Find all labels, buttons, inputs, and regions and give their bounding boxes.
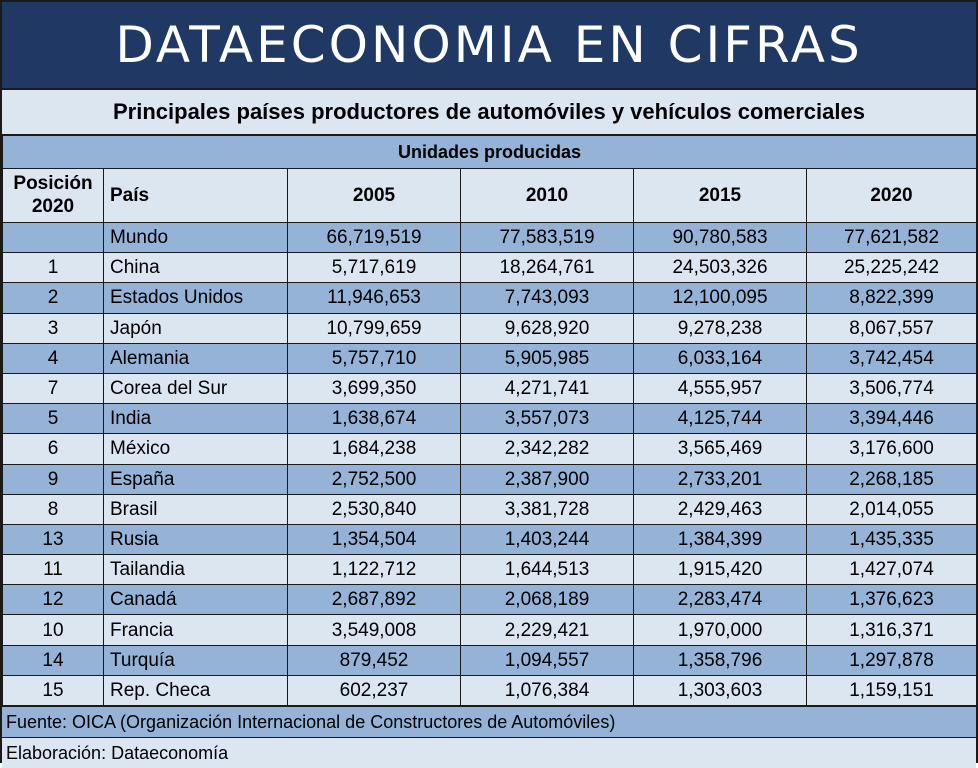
cell-value: 1,970,000 [634, 615, 807, 645]
cell-value: 2,530,840 [288, 494, 461, 524]
cell-value: 2,014,055 [807, 494, 977, 524]
cell-value: 2,068,189 [461, 585, 634, 615]
units-label: Unidades producidas [3, 136, 977, 169]
cell-value: 3,506,774 [807, 373, 977, 403]
cell-value: 1,094,557 [461, 645, 634, 675]
cell-country: Mundo [104, 223, 288, 253]
header-year: 2015 [634, 169, 807, 223]
cell-value: 2,229,421 [461, 615, 634, 645]
cell-value: 3,549,008 [288, 615, 461, 645]
cell-value: 66,719,519 [288, 223, 461, 253]
cell-value: 5,905,985 [461, 343, 634, 373]
cell-position: 15 [3, 675, 104, 705]
cell-value: 18,264,761 [461, 253, 634, 283]
header-year: 2020 [807, 169, 977, 223]
cell-country: Brasil [104, 494, 288, 524]
cell-value: 4,271,741 [461, 373, 634, 403]
cell-country: Corea del Sur [104, 373, 288, 403]
cell-value: 77,583,519 [461, 223, 634, 253]
table-row [3, 434, 977, 464]
cell-value: 1,427,074 [807, 555, 977, 585]
cell-value: 2,387,900 [461, 464, 634, 494]
cell-position: 1 [3, 253, 104, 283]
cell-country: Francia [104, 615, 288, 645]
table-row [3, 404, 977, 434]
cell-position [3, 223, 104, 253]
cell-value: 5,757,710 [288, 343, 461, 373]
table-row [3, 253, 977, 283]
header-row [3, 169, 977, 223]
cell-value: 24,503,326 [634, 253, 807, 283]
cell-position: 7 [3, 373, 104, 403]
source-note: Fuente: OICA (Organización Internacional de Constructores de Automóviles) [2, 706, 976, 737]
header-position-label: Posición 2020 [13, 172, 93, 217]
cell-country: Turquía [104, 645, 288, 675]
table-row [3, 343, 977, 373]
cell-position: 11 [3, 555, 104, 585]
cell-value: 1,354,504 [288, 524, 461, 554]
cell-value: 3,557,073 [461, 404, 634, 434]
cell-country: Alemania [104, 343, 288, 373]
cell-country: Rusia [104, 524, 288, 554]
cell-value: 3,176,600 [807, 434, 977, 464]
cell-value: 3,565,469 [634, 434, 807, 464]
cell-value: 2,342,282 [461, 434, 634, 464]
cell-value: 12,100,095 [634, 283, 807, 313]
table-row [3, 223, 977, 253]
table-row [3, 464, 977, 494]
cell-position: 6 [3, 434, 104, 464]
table-row [3, 373, 977, 403]
cell-value: 11,946,653 [288, 283, 461, 313]
cell-value: 3,394,446 [807, 404, 977, 434]
cell-country: México [104, 434, 288, 464]
cell-value: 6,033,164 [634, 343, 807, 373]
cell-position: 13 [3, 524, 104, 554]
cell-value: 7,743,093 [461, 283, 634, 313]
header-position [3, 169, 104, 223]
table-row [3, 494, 977, 524]
cell-position: 8 [3, 494, 104, 524]
cell-country: Canadá [104, 585, 288, 615]
cell-value: 1,159,151 [807, 675, 977, 705]
cell-position: 12 [3, 585, 104, 615]
table-row [3, 524, 977, 554]
table-row [3, 585, 977, 615]
cell-country: Tailandia [104, 555, 288, 585]
cell-value: 2,429,463 [634, 494, 807, 524]
banner-title: DATAECONOMIA EN CIFRAS [2, 2, 976, 90]
cell-value: 1,122,712 [288, 555, 461, 585]
cell-value: 1,684,238 [288, 434, 461, 464]
cell-position: 9 [3, 464, 104, 494]
cell-value: 2,283,474 [634, 585, 807, 615]
credit-note: Elaboración: Dataeconomía [2, 737, 976, 768]
cell-country: España [104, 464, 288, 494]
cell-value: 5,717,619 [288, 253, 461, 283]
table-row [3, 283, 977, 313]
cell-value: 3,699,350 [288, 373, 461, 403]
cell-position: 14 [3, 645, 104, 675]
cell-value: 9,628,920 [461, 313, 634, 343]
cell-value: 25,225,242 [807, 253, 977, 283]
table-row [3, 675, 977, 705]
cell-value: 90,780,583 [634, 223, 807, 253]
cell-value: 602,237 [288, 675, 461, 705]
cell-value: 2,687,892 [288, 585, 461, 615]
cell-country: China [104, 253, 288, 283]
cell-value: 2,268,185 [807, 464, 977, 494]
cell-value: 8,822,399 [807, 283, 977, 313]
header-year: 2005 [288, 169, 461, 223]
cell-value: 1,303,603 [634, 675, 807, 705]
cell-value: 10,799,659 [288, 313, 461, 343]
cell-value: 1,638,674 [288, 404, 461, 434]
cell-value: 1,435,335 [807, 524, 977, 554]
cell-position: 3 [3, 313, 104, 343]
cell-value: 4,125,744 [634, 404, 807, 434]
cell-value: 879,452 [288, 645, 461, 675]
cell-country: Estados Unidos [104, 283, 288, 313]
cell-value: 1,403,244 [461, 524, 634, 554]
cell-position: 5 [3, 404, 104, 434]
cell-value: 1,384,399 [634, 524, 807, 554]
table-row [3, 313, 977, 343]
cell-value: 1,644,513 [461, 555, 634, 585]
cell-country: Japón [104, 313, 288, 343]
cell-value: 9,278,238 [634, 313, 807, 343]
cell-position: 2 [3, 283, 104, 313]
cell-position: 4 [3, 343, 104, 373]
table-body [3, 223, 977, 706]
cell-value: 4,555,957 [634, 373, 807, 403]
table-title: Principales países productores de automóviles y vehículos comerciales [2, 90, 976, 135]
cell-value: 3,381,728 [461, 494, 634, 524]
cell-value: 77,621,582 [807, 223, 977, 253]
header-year: 2010 [461, 169, 634, 223]
cell-country: India [104, 404, 288, 434]
cell-country: Rep. Checa [104, 675, 288, 705]
cell-value: 1,316,371 [807, 615, 977, 645]
cell-value: 2,733,201 [634, 464, 807, 494]
table-row [3, 615, 977, 645]
cell-value: 1,297,878 [807, 645, 977, 675]
header-country: País [104, 169, 288, 223]
table-row [3, 555, 977, 585]
cell-value: 8,067,557 [807, 313, 977, 343]
cell-value: 1,376,623 [807, 585, 977, 615]
table-row [3, 645, 977, 675]
cell-value: 3,742,454 [807, 343, 977, 373]
cell-position: 10 [3, 615, 104, 645]
production-table [2, 135, 977, 706]
cell-value: 1,915,420 [634, 555, 807, 585]
cell-value: 2,752,500 [288, 464, 461, 494]
cell-value: 1,076,384 [461, 675, 634, 705]
cell-value: 1,358,796 [634, 645, 807, 675]
units-row [3, 136, 977, 169]
